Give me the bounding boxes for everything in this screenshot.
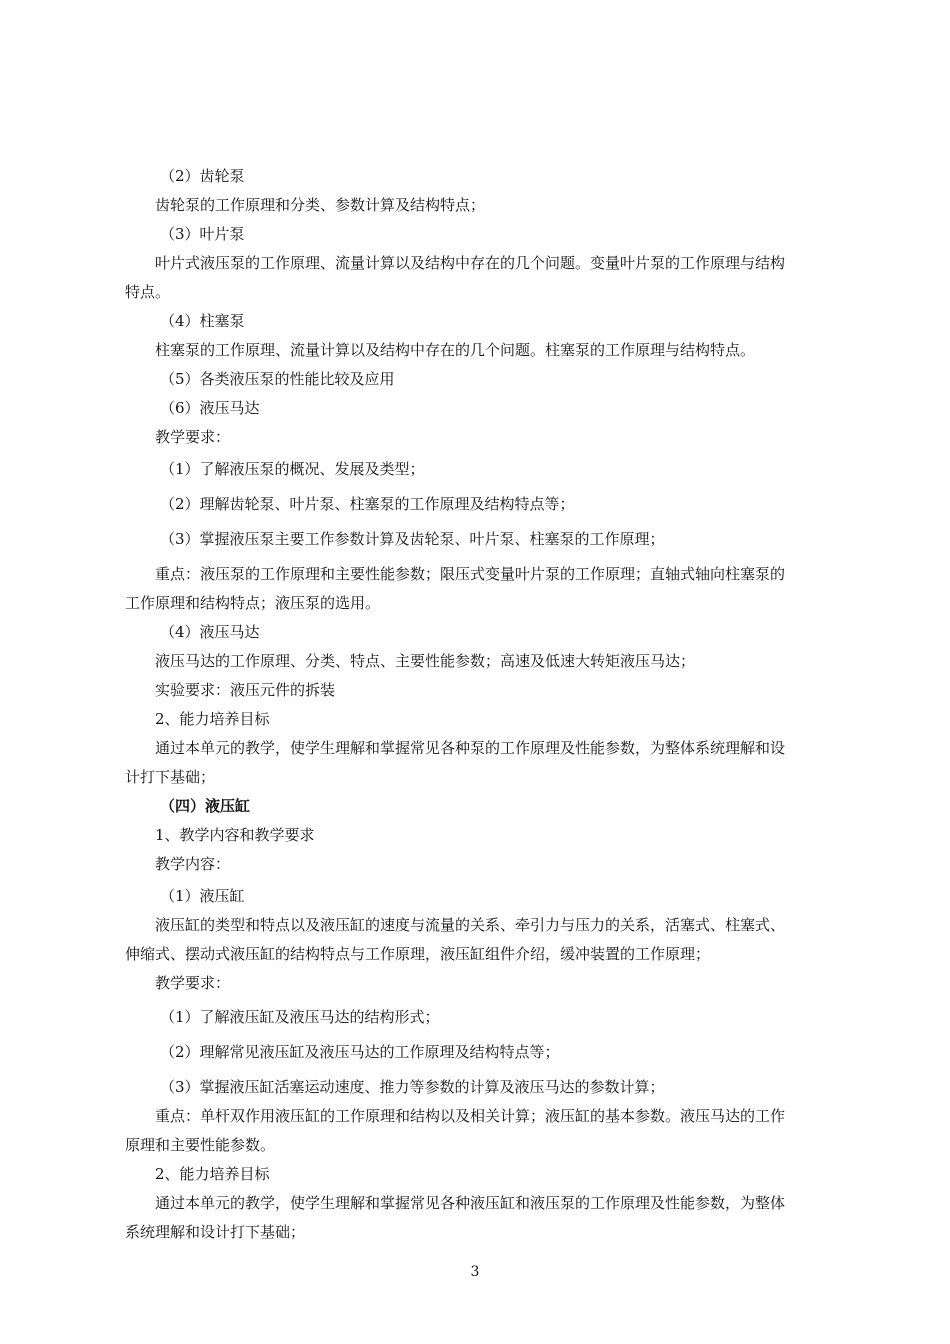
list-item: （3）掌握液压泵主要工作参数计算及齿轮泵、叶片泵、柱塞泵的工作原理； (160, 530, 665, 548)
paragraph-line: 实验要求：液压元件的拆装 (155, 681, 336, 699)
paragraph-line: 工作原理和结构特点；液压泵的选用。 (125, 594, 381, 612)
subheading-ability-goals: 2、能力培养目标 (155, 1165, 270, 1183)
paragraph-line: 通过本单元的教学，使学生理解和掌握常见各种泵的工作原理及性能参数，为整体系统理解和设 (155, 739, 786, 757)
paragraph-line: 柱塞泵的工作原理、流量计算以及结构中存在的几个问题。柱塞泵的工作原理与结构特点。 (155, 341, 756, 359)
paragraph-line: 叶片式液压泵的工作原理、流量计算以及结构中存在的几个问题。变量叶片泵的工作原理与结构 (155, 254, 786, 272)
paragraph-line: 重点：液压泵的工作原理和主要性能参数；限压式变量叶片泵的工作原理；直轴式轴向柱塞泵的 (155, 565, 786, 583)
subheading-pump-comparison: （5）各类液压泵的性能比较及应用 (160, 370, 395, 388)
subheading-vane-pump: （3）叶片泵 (160, 225, 245, 243)
teaching-requirements-label: 教学要求： (155, 974, 231, 992)
paragraph-line: 伸缩式、摆动式液压缸的结构特点与工作原理，液压缸组件介绍，缓冲装置的工作原理； (125, 945, 711, 963)
list-item: （1）了解液压泵的概况、发展及类型； (160, 460, 425, 478)
paragraph-line: 重点：单杆双作用液压缸的工作原理和结构以及相关计算；液压缸的基本参数。液压马达的工作 (155, 1107, 786, 1125)
list-item: （1）了解液压缸及液压马达的结构形式； (160, 1008, 440, 1026)
subheading-hydraulic-motor: （4）液压马达 (160, 623, 260, 641)
subheading-piston-pump: （4）柱塞泵 (160, 312, 245, 330)
subheading-gear-pump: （2）齿轮泵 (160, 167, 245, 185)
subheading-teaching-content: 1、教学内容和教学要求 (155, 826, 315, 844)
teaching-requirements-label: 教学要求： (155, 428, 231, 446)
paragraph-line: 齿轮泵的工作原理和分类、参数计算及结构特点； (155, 196, 486, 214)
page-number: 3 (470, 1264, 480, 1280)
paragraph-line: 特点。 (125, 283, 171, 301)
paragraph-line: 计打下基础； (125, 768, 216, 786)
list-item: （3）掌握液压缸活塞运动速度、推力等参数的计算及液压马达的参数计算； (160, 1078, 665, 1096)
list-item: （2）理解齿轮泵、叶片泵、柱塞泵的工作原理及结构特点等； (160, 495, 575, 513)
subheading-hydraulic-cylinder: （1）液压缸 (160, 887, 245, 905)
paragraph-line: 系统理解和设计打下基础； (125, 1223, 306, 1241)
teaching-content-label: 教学内容： (155, 855, 231, 873)
paragraph-line: 液压缸的类型和特点以及液压缸的速度与流量的关系、牵引力与压力的关系，活塞式、柱塞式、 (155, 916, 786, 934)
subheading-ability-goals: 2、能力培养目标 (155, 710, 270, 728)
paragraph-line: 液压马达的工作原理、分类、特点、主要性能参数；高速及低速大转矩液压马达； (155, 652, 696, 670)
list-item: （2）理解常见液压缸及液压马达的工作原理及结构特点等； (160, 1043, 560, 1061)
subheading-hydraulic-motor: （6）液压马达 (160, 399, 260, 417)
paragraph-line: 通过本单元的教学，使学生理解和掌握常见各种液压缸和液压泵的工作原理及性能参数，为整体 (155, 1194, 786, 1212)
section-heading-hydraulic-cylinder: （四）液压缸 (160, 797, 251, 815)
paragraph-line: 原理和主要性能参数。 (125, 1136, 276, 1154)
